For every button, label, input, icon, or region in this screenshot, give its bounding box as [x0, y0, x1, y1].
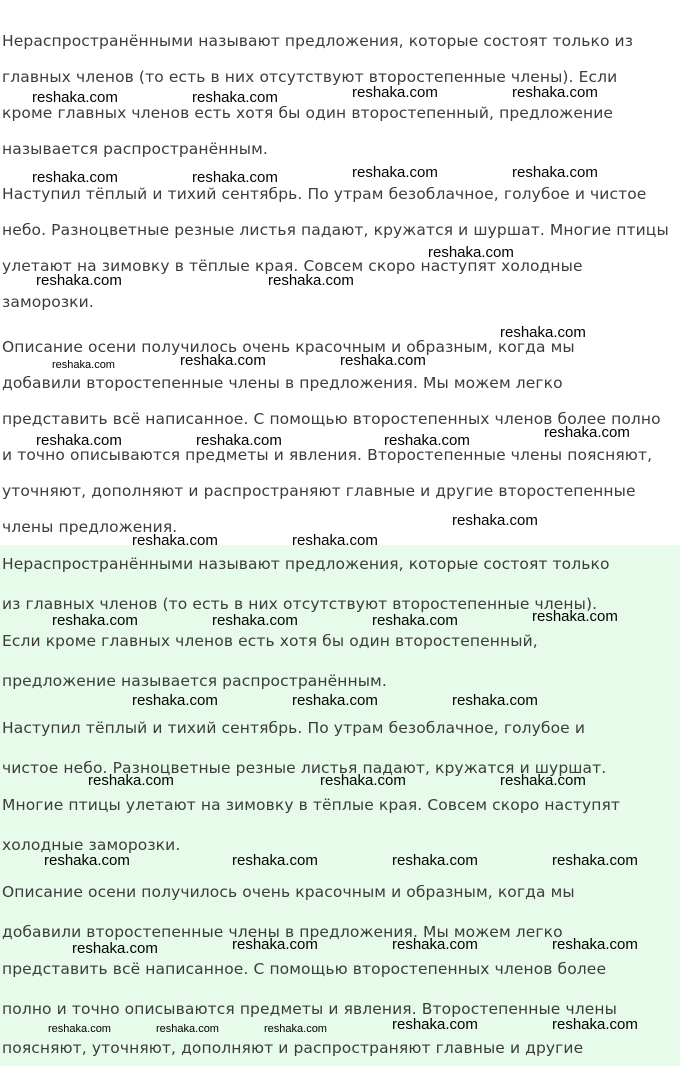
watermark: reshaka.com	[32, 89, 118, 106]
text-line: Многие птицы улетают на зимовку в тёплые края. Совсем скоро наступят	[2, 796, 621, 814]
watermark: reshaka.com	[232, 852, 318, 869]
watermark: reshaka.com	[384, 432, 470, 449]
watermark: reshaka.com	[88, 772, 174, 789]
watermark: reshaka.com	[500, 772, 586, 789]
watermark: reshaka.com	[392, 852, 478, 869]
watermark: reshaka.com	[372, 612, 458, 629]
text-line: улетают на зимовку в тёплые края. Совсем скоро наступят холодные	[2, 257, 583, 275]
text-line: Нераспространёнными называют предложения, которые состоят только из	[2, 32, 634, 50]
watermark: reshaka.com	[428, 244, 514, 261]
watermark: reshaka.com	[352, 84, 438, 101]
watermark: reshaka.com	[48, 1023, 111, 1035]
text-line: члены предложения.	[2, 518, 178, 536]
text-line: и точно описываются предметы и явления. Второстепенные члены поясняют,	[2, 446, 653, 464]
watermark: reshaka.com	[552, 1016, 638, 1033]
watermark: reshaka.com	[532, 608, 618, 625]
text-line: Наступил тёплый и тихий сентябрь. По утрам безоблачное, голубое и	[2, 719, 586, 737]
watermark: reshaka.com	[552, 852, 638, 869]
watermark: reshaka.com	[264, 1023, 327, 1035]
text-line: полно и точно описываются предметы и явления. Второстепенные члены	[2, 1000, 617, 1018]
watermark: reshaka.com	[212, 612, 298, 629]
watermark: reshaka.com	[196, 432, 282, 449]
text-line: заморозки.	[2, 293, 94, 311]
watermark: reshaka.com	[292, 692, 378, 709]
watermark: reshaka.com	[180, 352, 266, 369]
watermark: reshaka.com	[452, 692, 538, 709]
watermark: reshaka.com	[32, 169, 118, 186]
watermark: reshaka.com	[392, 936, 478, 953]
text-line: представить всё написанное. С помощью второстепенных членов более	[2, 960, 607, 978]
text-line: Наступил тёплый и тихий сентябрь. По утрам безоблачное, голубое и чистое	[2, 185, 647, 203]
text-line: небо. Разноцветные резные листья падают, кружатся и шуршат. Многие птицы	[2, 221, 669, 239]
text-line: добавили второстепенные члены в предложения. Мы можем легко	[2, 374, 563, 392]
text-line: Описание осени получилось очень красочным и образным, когда мы	[2, 338, 575, 356]
watermark: reshaka.com	[340, 352, 426, 369]
watermark: reshaka.com	[268, 272, 354, 289]
watermark: reshaka.com	[544, 424, 630, 441]
watermark: reshaka.com	[192, 169, 278, 186]
watermark: reshaka.com	[512, 84, 598, 101]
text-line: поясняют, уточняют, дополняют и распространяют главные и другие	[2, 1039, 584, 1057]
watermark: reshaka.com	[72, 940, 158, 957]
watermark: reshaka.com	[36, 272, 122, 289]
watermark: reshaka.com	[132, 692, 218, 709]
watermark: reshaka.com	[500, 324, 586, 341]
text-line: кроме главных членов есть хотя бы один второстепенный, предложение	[2, 104, 614, 122]
text-line: называется распространённым.	[2, 140, 268, 158]
watermark: reshaka.com	[512, 164, 598, 181]
text-line: из главных членов (то есть в них отсутствуют второстепенные члены).	[2, 595, 598, 613]
watermark: reshaka.com	[44, 852, 130, 869]
watermark: reshaka.com	[192, 89, 278, 106]
watermark: reshaka.com	[352, 164, 438, 181]
watermark: reshaka.com	[392, 1016, 478, 1033]
text-line: уточняют, дополняют и распространяют главные и другие второстепенные	[2, 482, 636, 500]
watermark: reshaka.com	[552, 936, 638, 953]
text-line: чистое небо. Разноцветные резные листья падают, кружатся и шуршат.	[2, 759, 607, 777]
text-line: главных членов (то есть в них отсутствуют второстепенные члены). Если	[2, 68, 618, 86]
watermark: reshaka.com	[132, 532, 218, 549]
watermark: reshaka.com	[52, 612, 138, 629]
watermark: reshaka.com	[292, 532, 378, 549]
text-line: представить всё написанное. С помощью второстепенных членов более полно	[2, 410, 661, 428]
watermark: reshaka.com	[156, 1023, 219, 1035]
watermark: reshaka.com	[52, 359, 115, 371]
watermark: reshaka.com	[36, 432, 122, 449]
text-line: Если кроме главных членов есть хотя бы один второстепенный,	[2, 632, 538, 650]
text-line: Нераспространёнными называют предложения, которые состоят только	[2, 555, 610, 573]
text-line: предложение называется распространённым.	[2, 672, 387, 690]
watermark: reshaka.com	[320, 772, 406, 789]
text-line: Описание осени получилось очень красочным и образным, когда мы	[2, 883, 575, 901]
text-line: холодные заморозки.	[2, 836, 181, 854]
watermark: reshaka.com	[452, 512, 538, 529]
watermark: reshaka.com	[232, 936, 318, 953]
text-line: добавили второстепенные члены в предложения. Мы можем легко	[2, 923, 563, 941]
